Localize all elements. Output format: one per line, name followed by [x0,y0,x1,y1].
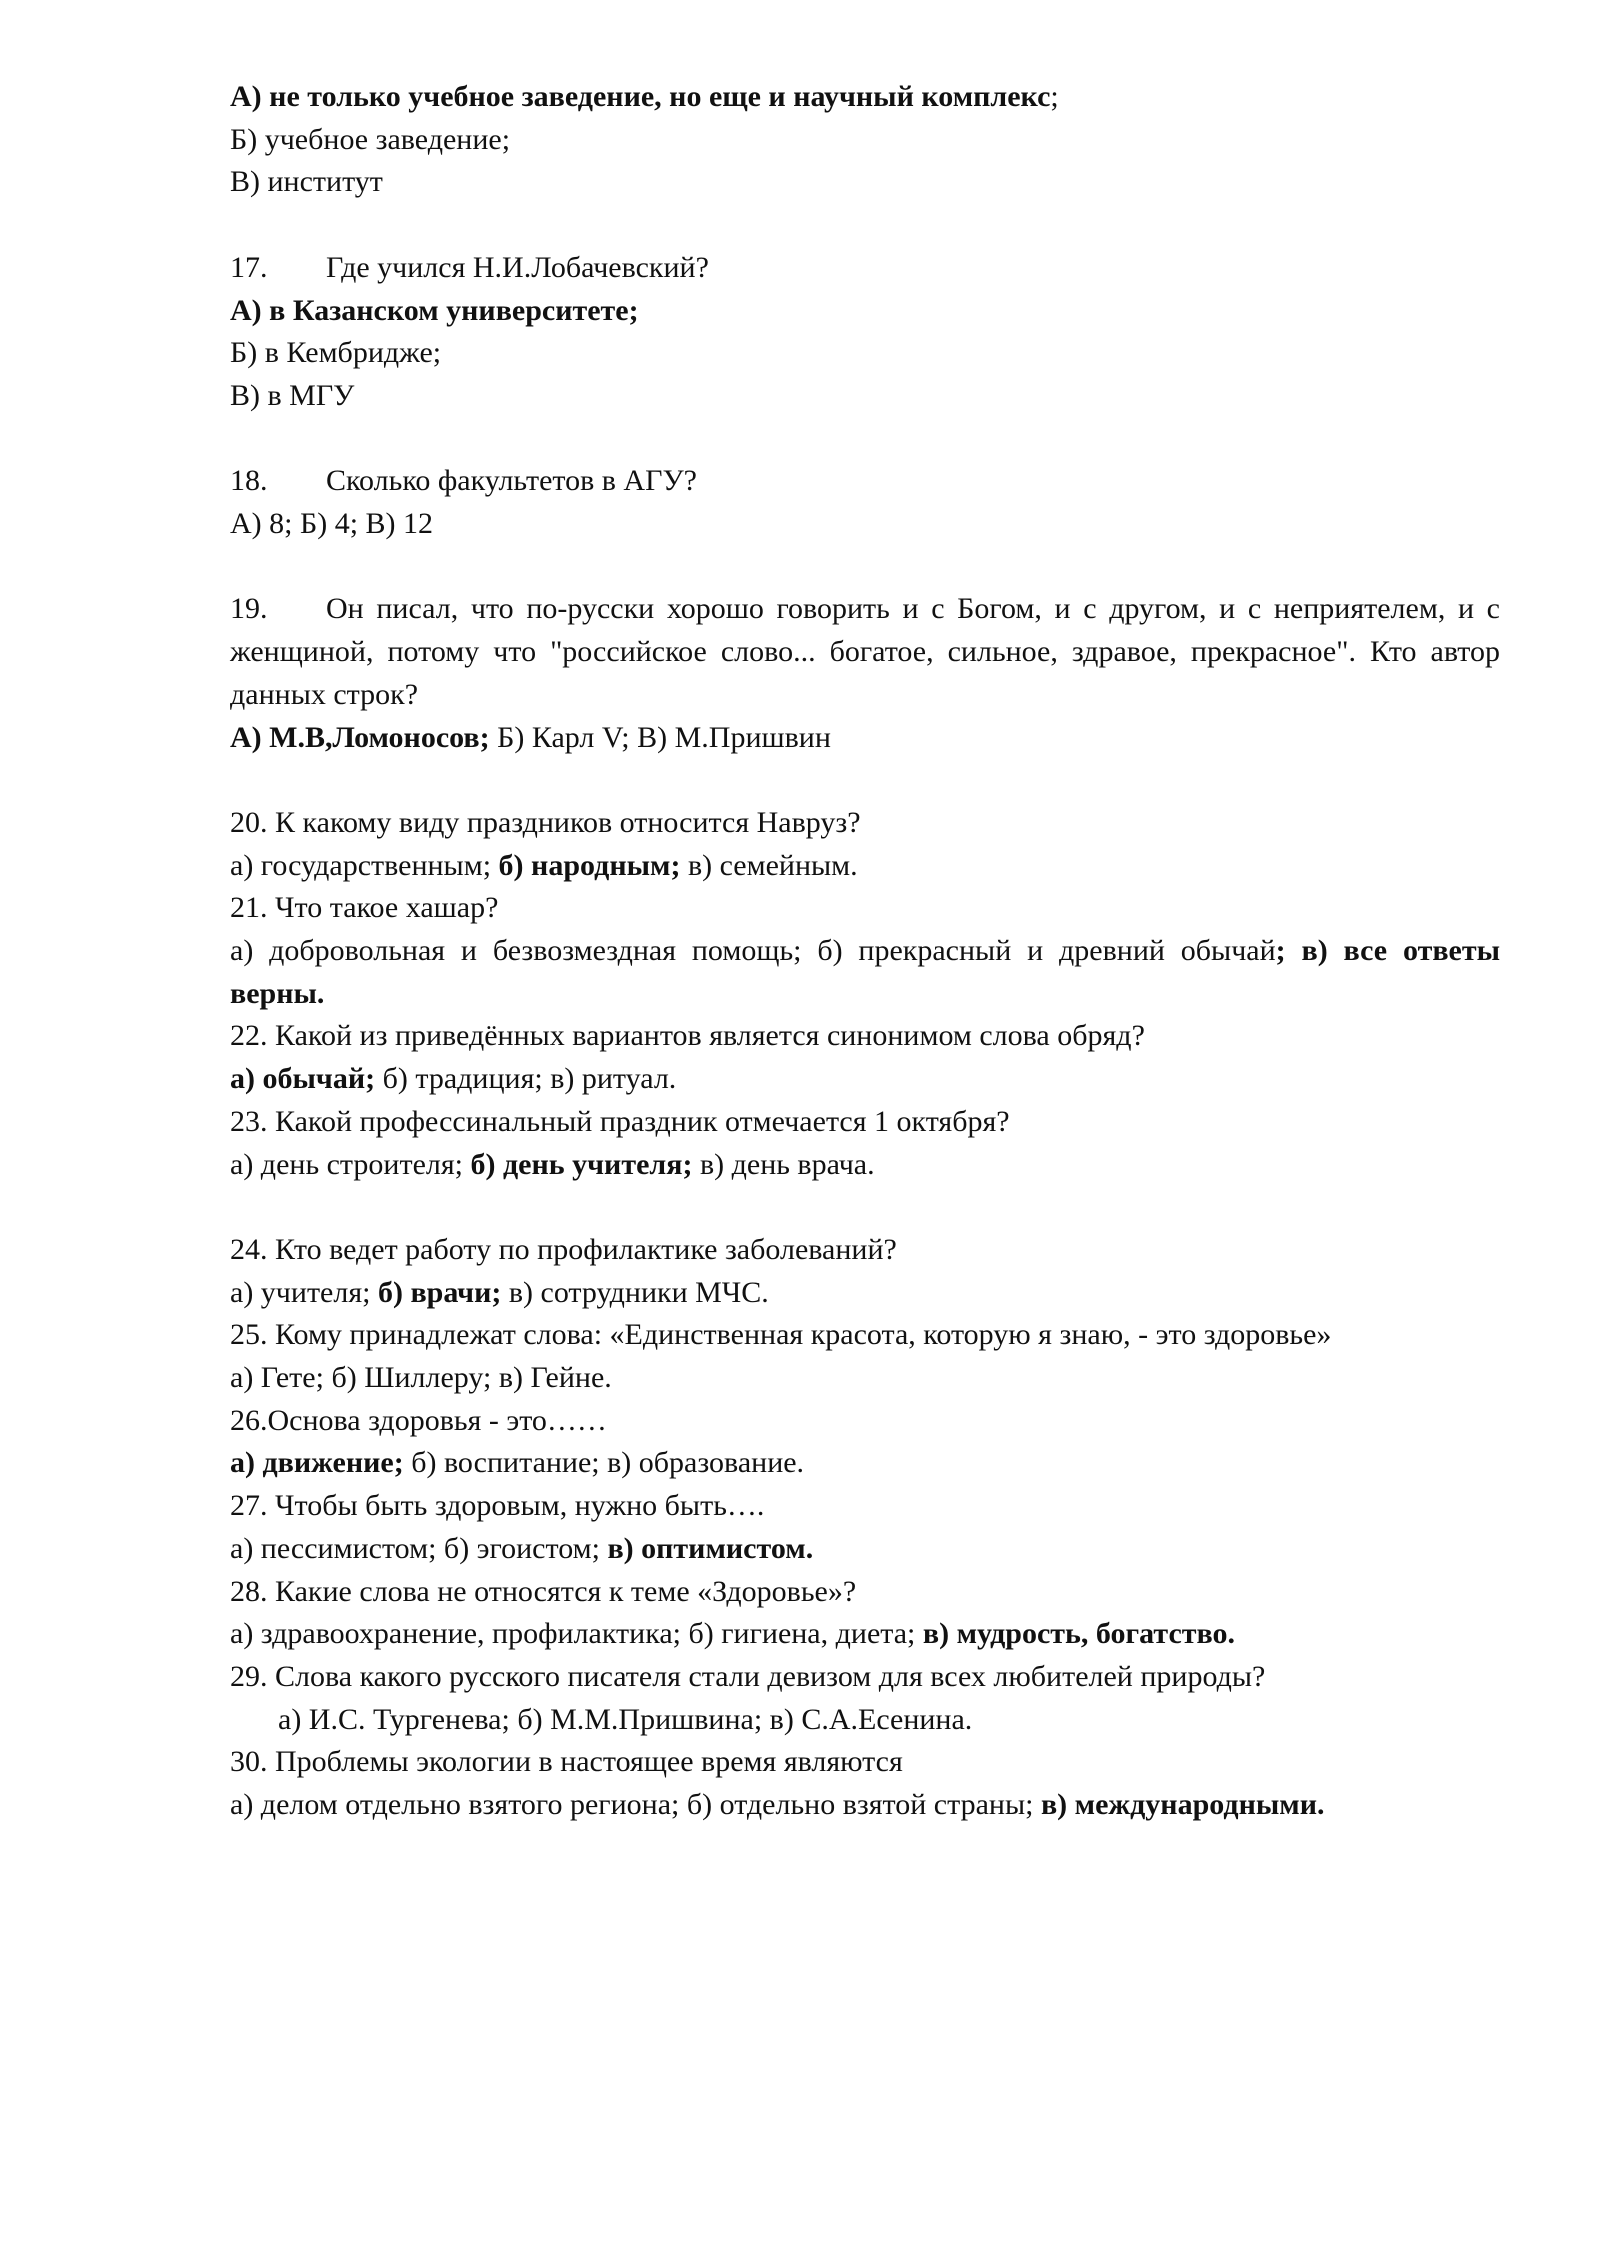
text-segment: а) учителя; [230,1275,378,1309]
text-segment: в) сотрудники МЧС. [501,1275,769,1309]
text-line [230,76,1500,119]
question-text: Он писал, что по-русски хорошо говорить и с Богом, и с другом, и с неприятелем, и с женщиной, потому что "российское слово... богатое, сильное, здравое, прекрасное". Кто автор данных строк? [230,592,1500,711]
correct-answer-text: А) в Казанском университете; [230,293,639,327]
text-line [230,930,1500,1015]
text-line [230,1528,1500,1571]
text-line [230,161,1500,204]
document-page [230,76,1500,1827]
text-line [230,1400,1500,1443]
question-number: 18. [230,464,268,498]
question-number: 19. [230,592,268,626]
blank-line [230,1186,1500,1229]
text-segment: а) день строителя; [230,1147,471,1181]
correct-answer-text: б) врачи; [377,1275,502,1309]
text-segment: а) добровольная и безвозмездная помощь; б) прекрасный и древний обычай [230,934,1276,967]
blank-line [230,418,1500,461]
correct-answer-text: А) не только учебное заведение, но еще и научный комплекс [230,80,1051,113]
correct-answer-text: в) мудрость, богатство. [922,1617,1236,1651]
text-segment: 20. К какому виду праздников относится Навруз? [230,805,861,839]
text-segment: Б) в Кембридже; [230,336,442,370]
text-line [230,802,1500,845]
text-line [230,1229,1500,1272]
question-line [230,460,1500,503]
text-line [230,119,1500,162]
text-line [230,332,1500,375]
text-line [230,1015,1500,1058]
correct-answer-text: в) международными. [1040,1788,1325,1822]
text-segment: а) государственным; [230,848,499,882]
blank-line [230,204,1500,247]
text-line [230,887,1500,930]
text-segment: Б) учебное заведение; [230,122,511,156]
text-line [230,1571,1500,1614]
text-line [230,1357,1500,1400]
text-line [230,1699,1500,1742]
text-segment: А) 8; Б) 4; В) 12 [230,507,434,540]
text-line [230,717,1500,760]
text-segment: 25. Кому принадлежат слова: «Единственная красота, которую я знаю, - это здоровье» [230,1318,1332,1352]
text-segment: а) Гете; б) Шиллеру; в) Гейне. [230,1361,612,1395]
text-line [230,1272,1500,1315]
text-segment: 21. Что такое хашар? [230,891,499,925]
blank-line [230,759,1500,802]
question-number: 17. [230,250,268,284]
blank-line [230,546,1500,589]
text-line [230,1613,1500,1656]
question-line [230,247,1500,290]
correct-answer-text: а) обычай; [230,1062,376,1096]
correct-answer-text: а) движение; [230,1446,404,1480]
text-line [230,1784,1500,1827]
text-segment: б) воспитание; в) образование. [403,1446,805,1480]
correct-answer-text: А) М.В,Ломоносов; [230,720,490,754]
text-line [230,1485,1500,1528]
text-line [230,290,1500,333]
text-segment: 22. Какой из приведённых вариантов является синонимом слова обряд? [230,1019,1145,1053]
text-segment: 24. Кто ведет работу по профилактике заболеваний? [230,1232,897,1266]
text-segment: в) семейным. [680,848,858,882]
text-segment: 27. Чтобы быть здоровым, нужно быть…. [230,1489,765,1523]
text-line [230,1656,1500,1699]
text-segment: 23. Какой профессинальный праздник отмечается 1 октября? [230,1104,1010,1138]
text-segment: 26.Основа здоровья - это…… [230,1403,607,1437]
text-segment: б) традиция; в) ритуал. [375,1062,677,1096]
text-segment: а) здравоохранение, профилактика; б) гигиена, диета; [230,1617,923,1651]
text-segment: В) институт [230,165,383,199]
text-line [230,375,1500,418]
text-segment: 30. Проблемы экологии в настоящее время являются [230,1745,903,1779]
question-text: Сколько факультетов в АГУ? [326,464,698,498]
correct-answer-text: б) народным; [498,848,681,882]
text-segment: Б) Карл V; В) М.Пришвин [489,720,831,754]
text-segment: а) делом отдельно взятого региона; б) отдельно взятой страны; [230,1788,1041,1822]
question-line [230,588,1500,716]
text-segment: в) день врача. [692,1147,875,1181]
text-segment: а) И.С. Тургенева; б) М.М.Пришвина; в) С.А.Есенина. [278,1702,973,1736]
text-line [230,1101,1500,1144]
text-segment: 29. Слова какого русского писателя стали девизом для всех любителей природы? [230,1659,1266,1693]
correct-answer-text: в) оптимистом. [607,1531,814,1565]
text-line [230,503,1500,546]
text-line [230,1314,1500,1357]
text-segment: 28. Какие слова не относятся к теме «Здоровье»? [230,1574,857,1608]
text-line [230,1144,1500,1187]
text-segment: ; [1050,80,1059,113]
correct-answer-text: ; в) все ответы верны. [230,934,1500,1010]
question-text: Где учился Н.И.Лобачевский? [326,250,709,284]
text-segment: В) в МГУ [230,378,355,412]
text-line [230,1442,1500,1485]
text-line [230,845,1500,888]
text-line [230,1741,1500,1784]
correct-answer-text: б) день учителя; [470,1147,693,1181]
text-line [230,1058,1500,1101]
text-segment: а) пессимистом; б) эгоистом; [230,1531,608,1565]
